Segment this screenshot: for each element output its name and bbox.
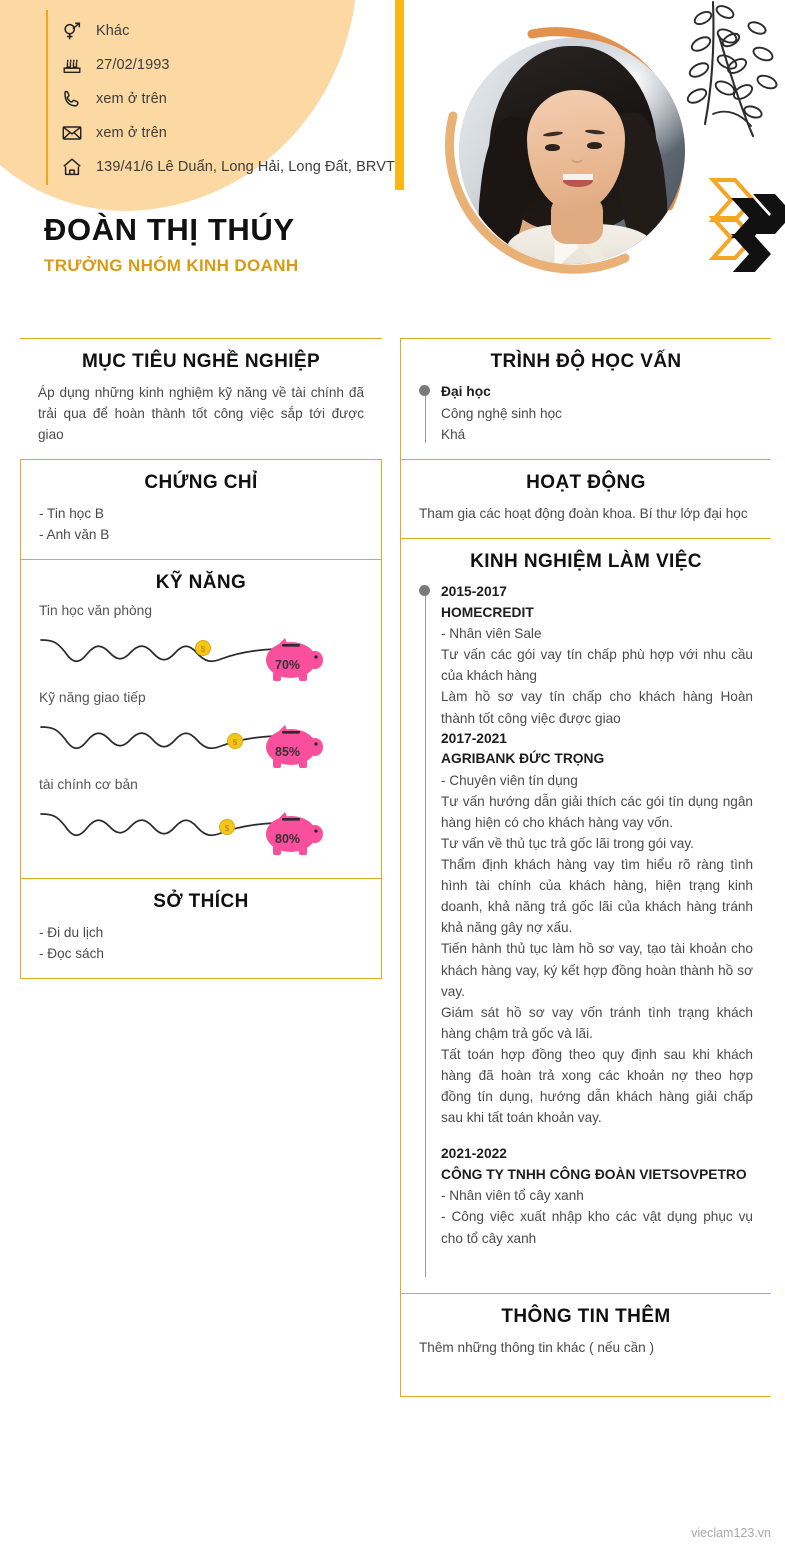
job-company: HOMECREDIT [441,604,534,620]
left-column [0,338,400,1528]
home-icon [60,155,84,179]
svg-text:$: $ [200,645,206,655]
section-activities [400,459,771,538]
chevron-decoration-icon [709,172,785,272]
education-level: Đại học [441,384,491,399]
job-duty: Giám sát hồ sơ vay vốn tránh tình trạng khách hàng chậm trả gốc và lãi. [441,1004,753,1041]
hobby-item: - Đi du lịch [39,925,104,941]
section-hobbies [20,878,382,979]
additional-title: THÔNG TIN THÊM [501,1305,671,1327]
gender-icon [60,19,84,43]
cv-header [0,0,785,320]
hobby-item: - Đọc sách [39,946,104,962]
section-experience [400,538,771,1293]
section-education [400,338,771,459]
contact-row-gender [56,14,395,48]
job-duty: Tư vấn các gói vay tín chấp phù hợp với nhu cầu của khách hàng [441,647,753,684]
right-column [400,338,785,1528]
activities-text: Tham gia các hoạt động đoàn khoa. Bí thư lớp đại học [419,505,748,521]
skill-graph [39,794,363,858]
envelope-icon [60,121,84,145]
contact-value-gender: Khác [96,23,130,39]
skill-percent: 85% [275,745,301,760]
certificate-item: - Tin học B [39,506,104,522]
skill-wave-icon [39,794,329,858]
contact-divider-line [46,10,48,185]
contact-row-email [56,116,395,150]
job-period: 2021-2022 [441,1146,507,1161]
photo-image [459,38,685,264]
experience-job [441,582,753,729]
job-duty: Tất toán hợp đồng theo quy định sau khi khách hàng đã hoàn trả xong các khoản nợ theo hợp đồng tín dụng, hướng dẫn khách hàng giải chấp sau khi tất toán khoản vay. [441,1046,753,1125]
contact-value-phone: xem ở trên [96,91,167,107]
timeline-dot-icon [419,585,430,596]
candidate-role: TRƯỞNG NHÓM KINH DOANH [44,255,299,275]
contact-row-birthday [56,48,395,82]
additional-text: Thêm những thông tin khác ( nếu cần ) [419,1339,655,1355]
candidate-name: ĐOÀN THỊ THÚY [44,212,295,247]
certificate-item: - Anh văn B [39,527,110,543]
section-objective [20,338,382,459]
contact-value-email: xem ở trên [96,125,167,141]
experience-job [441,1144,753,1249]
section-additional [400,1293,771,1397]
cv-body [0,338,785,1528]
watermark: vieclam123.vn [691,1526,771,1540]
phone-icon [60,87,84,111]
experience-title: KINH NGHIỆM LÀM VIỆC [470,550,702,572]
job-role: - Nhân viên tổ cây xanh [441,1188,584,1204]
education-title: TRÌNH ĐỘ HỌC VẤN [490,351,682,372]
experience-job [441,729,753,1128]
contact-row-address [56,150,395,184]
skill-percent: 70% [275,658,301,673]
name-block [44,214,298,276]
profile-photo [437,16,707,286]
skill-name: tài chính cơ bản [39,777,138,793]
job-role: - Nhân viên Sale [441,626,542,642]
skill-graph [39,707,363,771]
skill-item [39,690,363,771]
objective-title: MỤC TIÊU NGHỀ NGHIỆP [81,351,321,372]
certificates-title: CHỨNG CHỈ [144,472,258,494]
job-duty: - Công việc xuất nhập kho các vật dụng phục vụ cho tổ cây xanh [441,1209,753,1246]
skill-wave-icon [39,620,329,684]
activities-title: HOẠT ĐỘNG [526,471,646,493]
education-grade: Khá [441,426,466,442]
job-period: 2015-2017 [441,583,507,599]
skill-item [39,603,363,684]
timeline-dot-icon [419,385,430,396]
job-duty: Tiến hành thủ tục làm hồ sơ vay, tạo tài khoản cho khách hàng vay, ký kết hợp đồng hoàn thành hồ sơ vay. [441,941,753,999]
skill-name: Tin học văn phòng [39,603,153,619]
education-timeline [419,382,753,445]
svg-text:$: $ [232,738,238,748]
job-company: AGRIBANK ĐỨC TRỌNG [441,751,605,767]
job-company: CÔNG TY TNHH CÔNG ĐOÀN VIETSOVPETRO [441,1166,747,1182]
hobbies-title: SỞ THÍCH [153,891,249,913]
job-duty: Làm hồ sơ vay tín chấp cho khách hàng Hoàn thành tốt công việc được giao [441,689,753,726]
skill-percent: 80% [275,832,301,847]
job-duty: Tư vấn về thủ tục trả gốc lãi trong gói vay. [441,836,694,852]
contact-row-phone [56,82,395,116]
education-major: Công nghệ sinh học [441,405,562,421]
birthday-cake-icon [60,53,84,77]
experience-timeline [419,582,753,1279]
objective-text: Áp dụng những kinh nghiệm kỹ năng về tài chính đã trải qua để hoàn thành tốt công việc sắp tới được giao [38,385,364,443]
skill-graph [39,620,363,684]
contact-value-birthday: 27/02/1993 [96,57,170,73]
section-skills [20,559,382,878]
skills-title: KỸ NĂNG [155,572,247,594]
header-accent-bar [395,0,404,190]
svg-text:$: $ [224,824,230,834]
skill-item [39,777,363,858]
skill-name: Kỹ năng giao tiếp [39,690,146,706]
skill-wave-icon [39,707,329,771]
job-period: 2017-2021 [441,730,507,746]
job-role: - Chuyên viên tín dụng [441,772,578,788]
job-duty: Thẩm định khách hàng vay tìm hiểu rõ ràng tình hình tài chính của khách hàng, hiện trạng kinh doanh, khả năng trả gốc lãi của khách hàng tránh khả năng gây nợ xấu. [441,857,753,936]
section-certificates [20,459,382,559]
contact-value-address: 139/41/6 Lê Duẩn, Long Hải, Long Đất, BRVT [96,159,395,175]
job-duty: Tư vấn hướng dẫn giải thích các gói tín dụng ngân hàng hiện có cho khách hàng vay vốn. [441,794,753,831]
contact-list [56,14,395,184]
